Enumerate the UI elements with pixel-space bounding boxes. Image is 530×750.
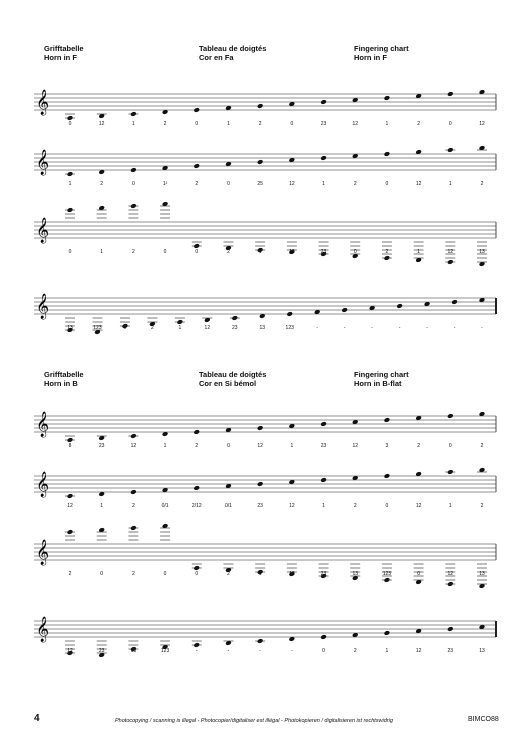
header-fr-2-line2: Cor en Si bémol bbox=[199, 379, 257, 388]
note-head bbox=[286, 311, 293, 317]
treble-clef-icon: 𝄞 bbox=[36, 540, 50, 565]
note-head bbox=[130, 167, 137, 173]
header-de-2-line1: Grifftabelle bbox=[44, 370, 84, 379]
fingering-label: 1 bbox=[258, 249, 262, 255]
treble-clef-icon: 𝄞 bbox=[36, 150, 50, 175]
fingering-label: 8 bbox=[68, 443, 72, 449]
fingering-label: 12 bbox=[289, 503, 295, 509]
note-head bbox=[320, 477, 327, 483]
note-head bbox=[320, 421, 327, 427]
fingering-label: 12 bbox=[415, 503, 422, 509]
fingering-label: 0 bbox=[353, 249, 357, 255]
fingering-label: 12 bbox=[204, 325, 211, 331]
fingering-label: - bbox=[371, 325, 373, 331]
fingering-label: 123 bbox=[285, 325, 294, 331]
fingering-label: - bbox=[195, 648, 198, 654]
fingering-label: 0 bbox=[68, 121, 72, 127]
fingering-label: - bbox=[291, 648, 293, 654]
note-head bbox=[320, 99, 327, 105]
treble-clef-icon: 𝄞 bbox=[36, 294, 50, 319]
fingering-label: 1 bbox=[385, 121, 389, 127]
fingering-label: 2 bbox=[480, 503, 484, 509]
treble-clef-icon: 𝄞 bbox=[36, 617, 50, 642]
note-head bbox=[384, 630, 391, 636]
header-de-1-line1: Grifftabelle bbox=[44, 44, 84, 53]
note-head bbox=[193, 429, 200, 435]
treble-clef-icon: 𝄞 bbox=[36, 412, 50, 437]
fingering-label: 13 bbox=[67, 325, 73, 331]
fingering-label: 12 bbox=[447, 249, 454, 255]
fingering-label: 0 bbox=[290, 121, 294, 127]
fingering-label: 2 bbox=[353, 503, 357, 509]
fingering-label: 0 bbox=[448, 121, 452, 127]
fingering-label: 1 bbox=[131, 121, 135, 127]
fingering-label: 1 bbox=[322, 503, 325, 509]
fingering-label: 0 bbox=[100, 571, 104, 577]
fingering-label: 0 bbox=[417, 571, 420, 577]
fingering-label: 12 bbox=[479, 121, 485, 127]
note-head bbox=[130, 489, 137, 495]
fingering-label: - bbox=[453, 325, 456, 331]
header-de-1 bbox=[44, 44, 84, 62]
catalog-code: BIMCO88 bbox=[468, 716, 499, 723]
fingering-label: 0 bbox=[227, 443, 230, 449]
header-fr-2 bbox=[199, 370, 266, 388]
staff-svg bbox=[34, 538, 496, 578]
fingering-label: 23 bbox=[98, 648, 105, 654]
fingering-label: 12 bbox=[415, 181, 422, 187]
fingering-label: 2 bbox=[385, 249, 389, 255]
note-head bbox=[257, 481, 264, 487]
note-head bbox=[193, 107, 200, 113]
staff-row bbox=[34, 410, 496, 450]
fingering-label: 2 bbox=[353, 181, 357, 187]
fingering-label: - bbox=[259, 648, 261, 654]
note-head bbox=[341, 307, 348, 313]
staff-svg bbox=[34, 470, 496, 510]
fingering-label: 0/1 bbox=[161, 503, 169, 509]
fingering-label: 25 bbox=[257, 181, 263, 187]
header-de-2-line2: Horn in B bbox=[44, 379, 78, 388]
fingering-label: 1 bbox=[178, 325, 182, 331]
note-head bbox=[447, 91, 454, 97]
fingering-label: - bbox=[343, 325, 346, 331]
fingering-label: 2 bbox=[480, 181, 484, 187]
fingering-label: 0/1 bbox=[224, 503, 232, 509]
fingering-label: 0 bbox=[163, 571, 167, 577]
fingering-label: 2 bbox=[131, 503, 135, 509]
fingering-label: 13 bbox=[479, 648, 485, 654]
fingering-label: 1² bbox=[162, 181, 168, 187]
staff-row bbox=[34, 88, 496, 128]
fingering-label: 23 bbox=[447, 648, 454, 654]
fingering-label: 0 bbox=[385, 503, 389, 509]
fingering-label: 0 bbox=[195, 121, 199, 127]
fingering-label: 23 bbox=[320, 443, 327, 449]
fingering-label: - bbox=[398, 325, 401, 331]
fingering-label: 2 bbox=[227, 249, 230, 255]
fingering-label: 1 bbox=[417, 249, 420, 255]
fingering-label: 13 bbox=[479, 571, 485, 577]
fingering-label: 12 bbox=[352, 443, 358, 449]
fingering-label: 12 bbox=[130, 443, 137, 449]
fingering-label: 13 bbox=[259, 325, 266, 331]
fingering-label: 2 bbox=[151, 325, 154, 331]
header-en-1-line2: Horn in F bbox=[354, 53, 387, 62]
fingering-label: 23 bbox=[320, 121, 327, 127]
header-en-2-line1: Fingering chart bbox=[354, 370, 409, 379]
staff-row bbox=[34, 615, 496, 655]
fingering-label: 0 bbox=[227, 181, 230, 187]
fingering-label: 13 bbox=[352, 571, 358, 577]
staff-row bbox=[34, 538, 496, 578]
header-en-2 bbox=[354, 370, 409, 388]
fingering-label: 1 bbox=[290, 443, 294, 449]
header-fr-1-line2: Cor en Fa bbox=[199, 53, 234, 62]
note-head bbox=[257, 159, 264, 165]
copyright-notice: Photocopying / scanning is illegal - Photocopier/digitaliser est illégal - Photokopieren / digitalisieren ist rechtswidrig bbox=[115, 718, 393, 724]
fingering-label: 2 bbox=[163, 121, 167, 127]
note-head bbox=[193, 163, 200, 169]
fingering-label: 0 bbox=[195, 249, 199, 255]
fingering-label: 1 bbox=[448, 181, 452, 187]
fingering-label: 12 bbox=[257, 443, 263, 449]
fingering-label: 0 bbox=[448, 443, 452, 449]
fingering-label: 2 bbox=[227, 571, 230, 577]
fingering-label: 23 bbox=[320, 571, 327, 577]
header-en-1-line1: Fingering chart bbox=[354, 44, 409, 53]
fingering-label: - bbox=[481, 325, 483, 331]
fingering-label: 1 bbox=[68, 181, 72, 187]
fingering-label: 0 bbox=[123, 325, 127, 331]
fingering-label: 23 bbox=[98, 443, 105, 449]
note-head bbox=[384, 151, 391, 157]
fingering-label: 23 bbox=[232, 325, 238, 331]
treble-clef-icon: 𝄞 bbox=[36, 90, 50, 115]
fingering-label: 3 bbox=[385, 443, 389, 449]
note-head bbox=[396, 303, 403, 309]
note-head bbox=[447, 626, 454, 632]
fingering-label: 2/12 bbox=[191, 503, 202, 509]
treble-clef-icon: 𝄞 bbox=[36, 472, 50, 497]
header-en-1 bbox=[354, 44, 409, 62]
fingering-label: 12 bbox=[415, 648, 422, 654]
header-en-2-line2: Horn in B-flat bbox=[354, 379, 402, 388]
fingering-label: 2 bbox=[417, 443, 420, 449]
note-head bbox=[384, 417, 391, 423]
fingering-label: 0 bbox=[163, 249, 167, 255]
fingering-label: 12 bbox=[67, 648, 73, 654]
note-head bbox=[447, 413, 454, 419]
fingering-label: - bbox=[426, 325, 428, 331]
note-head bbox=[384, 473, 391, 479]
staff-svg bbox=[34, 216, 496, 256]
note-head bbox=[384, 95, 391, 101]
fingering-label: 1 bbox=[100, 503, 104, 509]
note-head bbox=[193, 485, 200, 491]
fingering-label: 12 bbox=[447, 571, 454, 577]
fingering-label: 2 bbox=[195, 181, 199, 187]
fingering-label: 12 bbox=[352, 121, 358, 127]
fingering-label: 2 bbox=[131, 249, 135, 255]
fingering-label: 0 bbox=[131, 181, 135, 187]
fingering-label: 13 bbox=[130, 648, 137, 654]
fingering-label: 123 bbox=[93, 325, 102, 331]
fingering-label: 1 bbox=[322, 181, 325, 187]
fingering-label: 2 bbox=[480, 443, 484, 449]
staff-row bbox=[34, 148, 496, 188]
fingering-label: 123 bbox=[382, 571, 392, 577]
header-fr-1-line1: Tableau de doigtés bbox=[199, 44, 267, 53]
fingering-label: 12 bbox=[98, 121, 105, 127]
fingering-label: 2 bbox=[353, 648, 357, 654]
fingering-label: 2 bbox=[195, 443, 199, 449]
fingering-label: 2 bbox=[258, 121, 262, 127]
staff-row bbox=[34, 470, 496, 510]
staff-row bbox=[34, 292, 496, 332]
staff-row bbox=[34, 216, 496, 256]
fingering-label: - bbox=[316, 325, 319, 331]
fingering-label: 1 bbox=[258, 571, 262, 577]
fingering-label: 1 bbox=[227, 121, 230, 127]
fingering-label: 12 bbox=[289, 181, 295, 187]
fingering-label: 12 bbox=[67, 503, 73, 509]
treble-clef-icon: 𝄞 bbox=[36, 218, 50, 243]
header-fr-1 bbox=[199, 44, 266, 62]
fingering-label: 2 bbox=[131, 571, 135, 577]
fingering-label: 0 bbox=[385, 181, 389, 187]
header-de-2 bbox=[44, 370, 84, 388]
fingering-label: 1 bbox=[448, 503, 452, 509]
header-de-1-line2: Horn in F bbox=[44, 53, 77, 62]
note-head bbox=[320, 155, 327, 161]
fingering-label: 123 bbox=[160, 648, 170, 654]
fingering-label: 1 bbox=[100, 249, 104, 255]
fingering-label: 0 bbox=[195, 571, 199, 577]
fingering-label: 1 bbox=[163, 443, 167, 449]
fingering-label: 2 bbox=[417, 121, 420, 127]
page-number: 4 bbox=[34, 713, 40, 724]
fingering-label: 23 bbox=[320, 249, 327, 255]
fingering-label: 23 bbox=[257, 503, 263, 509]
note-head bbox=[451, 299, 458, 305]
staff-svg bbox=[34, 148, 496, 188]
fingering-label: - bbox=[227, 648, 230, 654]
note-head bbox=[320, 634, 327, 640]
note-head bbox=[257, 103, 264, 109]
fingering-label: 0 bbox=[322, 648, 325, 654]
fingering-label: 2 bbox=[100, 181, 104, 187]
note-head bbox=[257, 425, 264, 431]
fingering-label: 2 bbox=[68, 571, 72, 577]
fingering-label: 0 bbox=[68, 249, 72, 255]
fingering-label: 13 bbox=[479, 249, 485, 255]
header-fr-2-line1: Tableau de doigtés bbox=[199, 370, 267, 379]
fingering-label: 12 bbox=[289, 571, 295, 577]
fingering-label: 1 bbox=[385, 648, 389, 654]
fingering-label: 12 bbox=[289, 249, 295, 255]
